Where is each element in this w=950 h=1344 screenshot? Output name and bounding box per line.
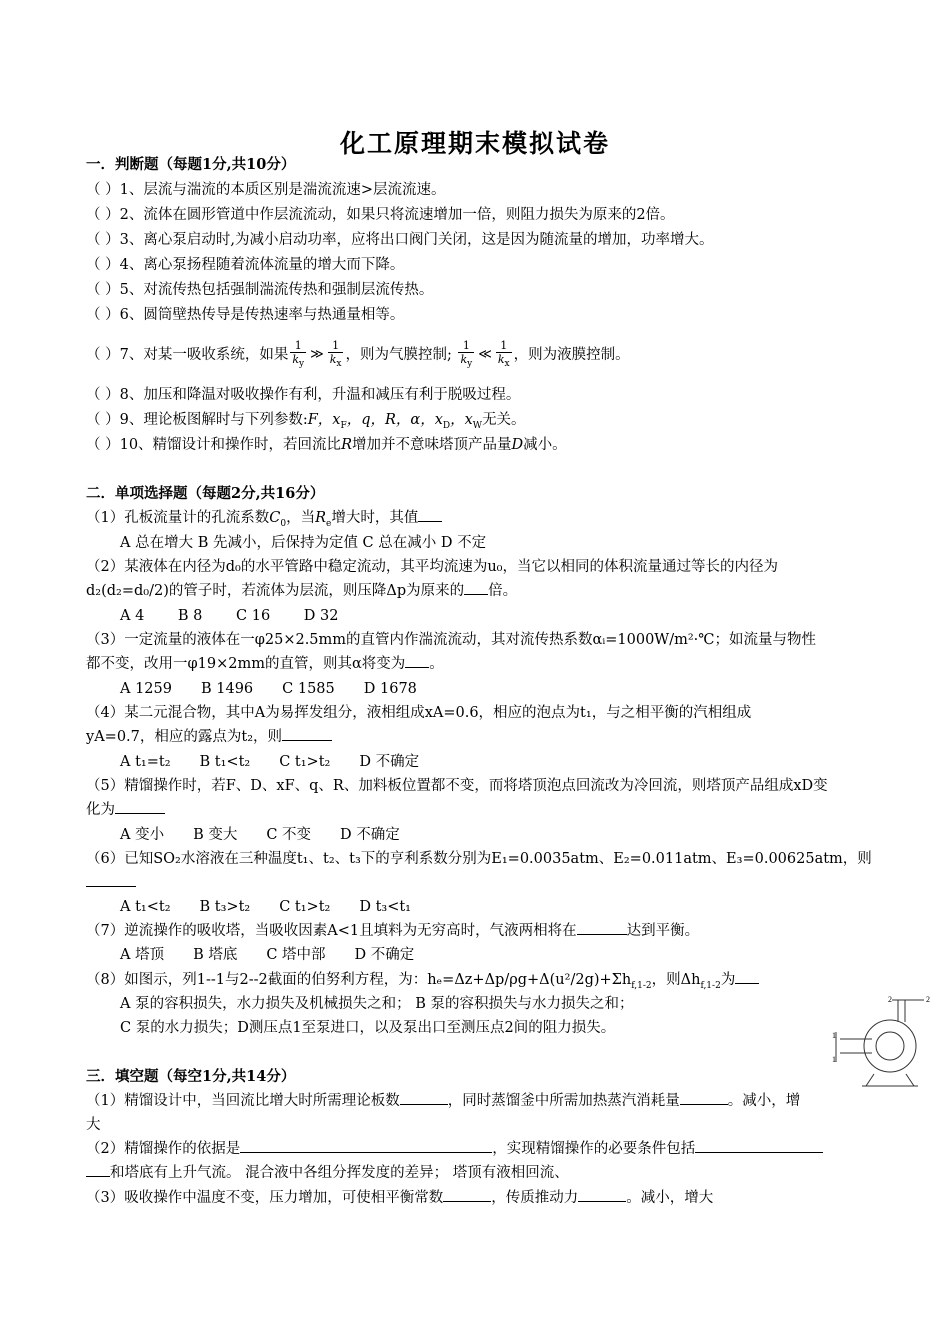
tf-question-1: （ ）1、层流与湍流的本质区别是湍流流速>层流流速。 [86, 182, 446, 198]
much-greater-sign: ≫ [310, 347, 324, 362]
mc-question-3-line-2: 都不变，改用一φ19×2mm的直管，则其α将变为 。 [86, 656, 444, 672]
fraction-1-over-ky-2: $\frac{1}{k_y}$ [460, 338, 473, 370]
mc-question-1-options: A 总在增大 B 先减小，后保持为定值 C 总在减小 D 不定 [120, 535, 487, 551]
fill-question-2-line-2: 和塔底有上升气流。 混合液中各组分挥发度的差异； 塔顶有液相回流、 [86, 1163, 569, 1183]
tf-question-5: （ ）5、对流传热包括强制湍流传热和强制层流传热。 [86, 282, 434, 298]
mc-question-8-option-c-d: C 泵的水力损失；D测压点1至泵进口，以及泵出口至测压点2间的阻力损失。 [120, 1020, 616, 1036]
fill-question-3: （3）吸收操作中温度不变，压力增加，可使相平衡常数 ，传质推动力 。减小，增大 [86, 1190, 714, 1206]
tf-question-3: （ ）3、离心泵启动时,为减小启动功率，应将出口阀门关闭，这是因为随流量的增加，功率增大。 [86, 232, 714, 248]
answer-blank[interactable] [443, 1201, 491, 1202]
answer-blank[interactable] [577, 934, 627, 935]
mc-question-3-line-1: （3）一定流量的液体在一φ25×2.5mm的直管内作湍流流动，其对流传热系数αᵢ=1000W/m²·℃；如流量与物性 [86, 632, 816, 648]
mc-question-6-line-2 [86, 873, 136, 893]
answer-blank[interactable] [405, 667, 429, 668]
pump-label-2-left: 2 [888, 995, 892, 1004]
mc-question-2-line-1: （2）某液体在内径为d₀的水平管路中稳定流动，其平均流速为u₀，当它以相同的体积流量通过等长的内径为 [86, 559, 778, 575]
pump-label-2-right: 2 [926, 995, 930, 1004]
fill-question-1-line-2: 大 [86, 1117, 101, 1133]
section-1-heading: 一．判断题（每题1分,共10分） [86, 156, 296, 173]
mc-question-4-line-2: yA=0.7，相应的露点为t₂，则 [86, 727, 332, 747]
mc-question-5-options: A 变小 B 变大 C 不变 D 不确定 [120, 827, 400, 843]
answer-blank[interactable] [115, 813, 165, 814]
mc-question-5-line-1: （5）精馏操作时，若F、D、xF、q、R、加料板位置都不变，而将塔顶泡点回流改为冷回流，则塔顶产品组成xD变 [86, 778, 828, 794]
answer-blank[interactable] [282, 740, 332, 741]
answer-blank[interactable] [86, 886, 136, 887]
fraction-1-over-kx-2: $\frac{1}{k_x}$ [497, 338, 510, 370]
tf-question-10: （ ）10、精馏设计和操作时，若回流比R增加并不意味塔顶产品量D减小。 [86, 437, 567, 453]
fill-question-2-line-1: （2）精馏操作的依据是 ，实现精馏操作的必要条件包括 [86, 1139, 823, 1159]
answer-blank[interactable] [86, 1176, 110, 1177]
tf-question-6: （ ）6、圆筒壁热传导是传热速率与热通量相等。 [86, 307, 405, 323]
tf-question-2: （ ）2、流体在圆形管道中作层流流动，如果只将流速增加一倍，则阻力损失为原来的2倍。 [86, 207, 675, 223]
mc-question-2-line-2: d₂(d₂=d₀/2)的管子时，若流体为层流，则压降Δp为原来的 倍。 [86, 583, 518, 599]
mc-question-6-line-1: （6）已知SO₂水溶液在三种温度t₁、t₂、t₃下的亨利系数分别为E₁=0.0035atm、E₂=0.011atm、E₃=0.00625atm，则 [86, 851, 872, 867]
answer-blank[interactable] [418, 521, 442, 522]
mc-question-8-option-a-b: A 泵的容积损失，水力损失及机械损失之和； B 泵的容积损失与水力损失之和； [120, 996, 634, 1012]
answer-blank[interactable] [680, 1104, 728, 1105]
mc-question-7-options: A 塔顶 B 塔底 C 塔中部 D 不确定 [120, 947, 415, 963]
answer-blank[interactable] [400, 1104, 448, 1105]
mc-question-2-options: A 4 B 8 C 16 D 32 [120, 608, 339, 624]
fraction-1-over-ky: $\frac{1}{k_y}$ [292, 338, 305, 370]
section-3-heading: 三．填空题（每空1分,共14分） [86, 1068, 296, 1085]
q7-text-b: ，则为气膜控制; [345, 347, 452, 363]
pump-label-1-top: 1 [832, 1031, 836, 1040]
mc-question-7: （7）逆流操作的吸收塔，当吸收因素A<1且填料为无穷高时，气液两相将在 达到平衡。 [86, 923, 700, 939]
mc-question-6-options: A t₁<t₂ B t₃>t₂ C t₁>t₂ D t₃<t₁ [120, 899, 411, 915]
mc-question-4-line-1: （4）某二元混合物，其中A为易挥发组分，液相组成xA=0.6，相应的泡点为t₁，与之相平衡的汽相组成 [86, 705, 752, 721]
answer-blank[interactable] [578, 1201, 626, 1202]
answer-blank[interactable] [695, 1152, 823, 1153]
tf-question-4: （ ）4、离心泵扬程随着流体流量的增大而下降。 [86, 257, 405, 273]
mc-question-8: （8）如图示，列1--1与2--2截面的伯努利方程，为：$h_e=\Delta z+\Delta p/\rho g+\Delta(u^2/2g)+\Sigma h_{f,1-2}$，则$\Delta h_{f,1-2}$为 [86, 970, 759, 996]
tf-question-7 [86, 338, 630, 372]
mc-question-3-options: A 1259 B 1496 C 1585 D 1678 [120, 681, 417, 697]
pump-label-1-bottom: 1 [832, 1055, 836, 1064]
q7-text-c: ，则为液膜控制。 [513, 347, 630, 363]
centrifugal-pump-diagram [826, 990, 936, 1090]
tf-question-8: （ ）8、加压和降温对吸收操作有利，升温和减压有利于脱吸过程。 [86, 387, 521, 403]
tf-question-9: （ ）9、理论板图解时与下列参数:F，$x_F$，q，R，α，$x_D$，$x_W$无关。 [86, 412, 526, 431]
fraction-1-over-kx: $\frac{1}{k_x}$ [329, 338, 342, 370]
much-less-sign: ≪ [478, 347, 492, 362]
answer-blank[interactable] [464, 594, 488, 595]
q7-text-a: （ ）7、对某一吸收系统，如果 [86, 347, 289, 363]
answer-blank[interactable] [735, 983, 759, 984]
fill-question-1-line-1: （1）精馏设计中，当回流比增大时所需理论板数 ，同时蒸馏釜中所需加热蒸汽消耗量 。减小，增 [86, 1093, 801, 1109]
mc-question-4-options: A t₁=t₂ B t₁<t₂ C t₁>t₂ D 不确定 [120, 754, 420, 770]
mc-question-1: （1）孔板流量计的孔流系数$C_0$，当$R_e$增大时，其值 [86, 508, 442, 534]
answer-blank[interactable] [240, 1152, 492, 1153]
section-2-heading: 二．单项选择题（每题2分,共16分） [86, 485, 325, 502]
page-title: 化工原理期末模拟试卷 [339, 129, 610, 158]
mc-question-5-line-2: 化为 [86, 800, 165, 820]
